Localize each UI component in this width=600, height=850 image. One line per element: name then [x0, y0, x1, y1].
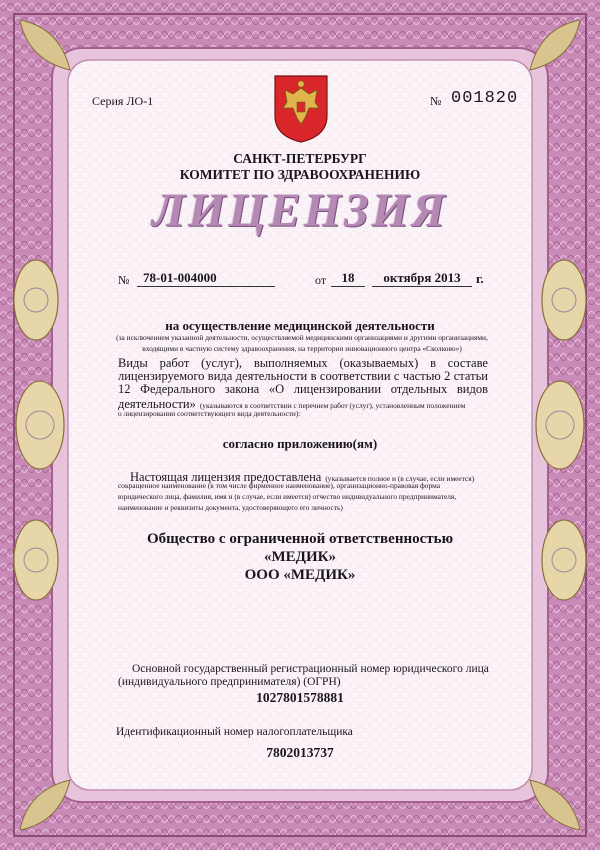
ogrn-label-1: Основной государственный регистрационный номер юридического лица: [132, 663, 489, 675]
works-line-4-bold: деятельности»: [118, 397, 196, 411]
committee-heading: КОМИТЕТ ПО ЗДРАВООХРАНЕНИЮ: [179, 167, 421, 182]
activity-note: (за исключением указанной деятельности, осуществляемой медицинскими организациями и другими организациями, входящими в частную систему здравоохранения, на территории инновационного центра «Сколково»): [116, 333, 488, 353]
city-heading: САНКТ-ПЕТЕРБУРГ: [233, 151, 367, 166]
works-line-4-note: (указываются в соответствии с перечнем работ (услуг), установленным положением: [199, 401, 466, 410]
works-line-1: Виды работ (услуг), выполняемых (оказываемых) в составе: [118, 356, 488, 370]
org-quoted-name: «МЕДИК»: [263, 549, 337, 565]
license-no-label: №: [118, 273, 130, 287]
number-label: №: [430, 94, 442, 108]
per-appendix: согласно приложению(ям): [222, 436, 378, 451]
inn-label: Идентификационный номер налогоплательщика: [116, 726, 353, 738]
works-line-2: лицензируемого вида деятельности в соответствии с частью 2 статьи: [118, 369, 488, 383]
date-from-label: от: [315, 273, 327, 287]
holder-intro-note-1: (указывается полное и (в случае, если имеется): [325, 474, 475, 483]
org-short-name: ООО «МЕДИК»: [244, 567, 356, 583]
ogrn-value: 1027801578881: [256, 690, 344, 705]
ogrn-label-2: (индивидуального предпринимателя) (ОГРН): [118, 676, 341, 688]
works-line-3: 12 Федерального закона «О лицензировании отдельных видов: [118, 382, 488, 396]
form-number: 001820: [451, 89, 519, 108]
date-day: 18: [331, 270, 365, 287]
coat-of-arms-icon: [271, 74, 331, 144]
inn-value: 7802013737: [266, 745, 334, 760]
holder-intro-note-2: сокращенное наименование (в том числе фирменное наименование), организационно-правовая форма: [118, 481, 440, 490]
holder-intro-note-4: наименование и реквизиты документа, удостоверяющего его личность): [118, 503, 343, 512]
document-title: ЛИЦЕНЗИЯ: [152, 184, 448, 237]
activity-title: на осуществление медицинской деятельности: [165, 318, 435, 333]
year-suffix: г.: [476, 271, 484, 286]
org-full-name: Общество с ограниченной ответственностью: [146, 531, 454, 547]
date-month-year: октября 2013: [372, 270, 472, 287]
holder-intro-bold: Настоящая лицензия предоставлена: [130, 470, 322, 484]
series-label: Серия ЛО-1: [92, 94, 154, 108]
works-line-5-note: о лицензировании соответствующего вида деятельности):: [118, 409, 301, 418]
holder-intro-note-3: юридического лица, фамилия, имя и (в случае, если имеется) отчество индивидуального предпринимателя,: [118, 492, 457, 501]
license-no-value: 78-01-004000: [137, 270, 275, 287]
